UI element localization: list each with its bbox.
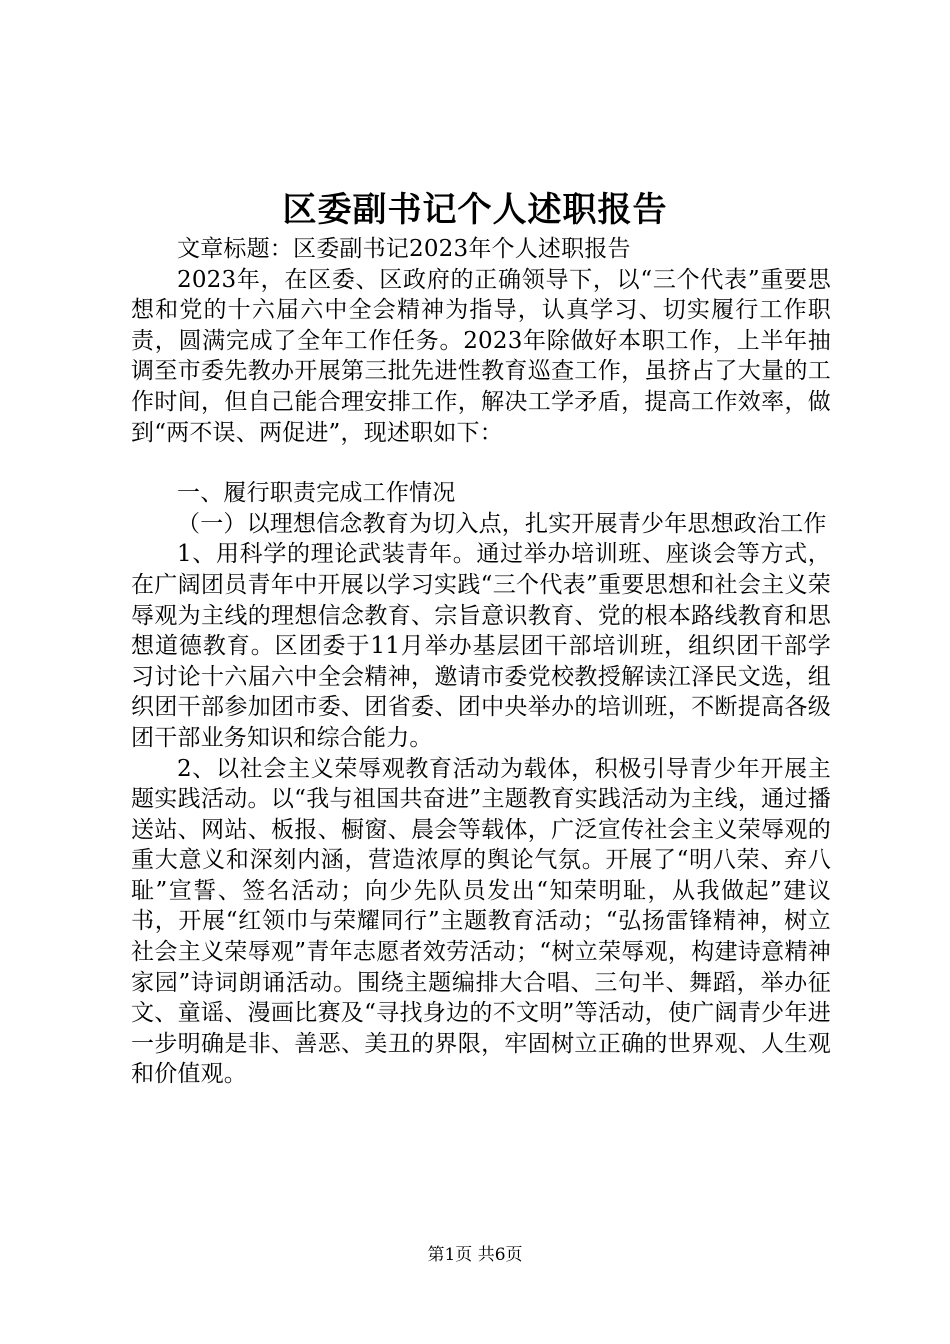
document-title: 区委副书记个人述职报告 [282,190,668,230]
article-title-line: 文章标题：区委副书记2023年个人述职报告 [177,236,631,262]
subsection-heading: （一）以理想信念教育为切入点，扎实开展青少年思想政治工作 [177,510,827,537]
intro-paragraph: 2023年，在区委、区政府的正确领导下，以“三个代表”重要思想和党的十六届六中全会精神为指导，认真学习、切实履行工作职责，圆满完成了全年工作任务。2023年除做好本职工作，上半年抽调至市委先教办开展第三批先进性教育巡查工作，虽挤占了大量的工作时间，但自己能合理安排工作，解决工学矛盾，提高工作效率，做到“两不误、两促进”，现述职如下： [131,266,831,446]
body-paragraph-1: 1、用科学的理论武装青年。通过举办培训班、座谈会等方式，在广阔团员青年中开展以学习实践“三个代表”重要思想和社会主义荣辱观为主线的理想信念教育、宗旨意识教育、党的根本路线教育和思想道德教育。区团委于11月举办基层团干部培训班，组织团干部学习讨论十六届六中全会精神，邀请市委党校教授解读江泽民文选，组织团干部参加团市委、团省委、团中央举办的培训班，不断提高各级团干部业务知识和综合能力。 [131,541,831,751]
section-heading: 一、履行职责完成工作情况 [177,480,456,507]
page-number-footer: 第1页 共6页 [427,1245,523,1265]
body-paragraph-2: 2、以社会主义荣辱观教育活动为载体，积极引导青少年开展主题实践活动。以“我与祖国共奋进”主题教育实践活动为主线，通过播送站、网站、板报、橱窗、晨会等载体，广泛宣传社会主义荣辱观的重大意义和深刻内涵，营造浓厚的舆论气氛。开展了“明八荣、弃八耻”宣誓、签名活动；向少先队员发出“知荣明耻，从我做起”建议书，开展“红领巾与荣耀同行”主题教育活动；“弘扬雷锋精神，树立社会主义荣辱观”青年志愿者效劳活动；“树立荣辱观，构建诗意精神家园”诗词朗诵活动。围绕主题编排大合唱、三句半、舞蹈，举办征文、童谣、漫画比赛及“寻找身边的不文明”等活动，使广阔青少年进一步明确是非、善恶、美丑的界限，牢固树立正确的世界观、人生观和价值观。 [131,755,831,1088]
document-body [131,234,831,1090]
